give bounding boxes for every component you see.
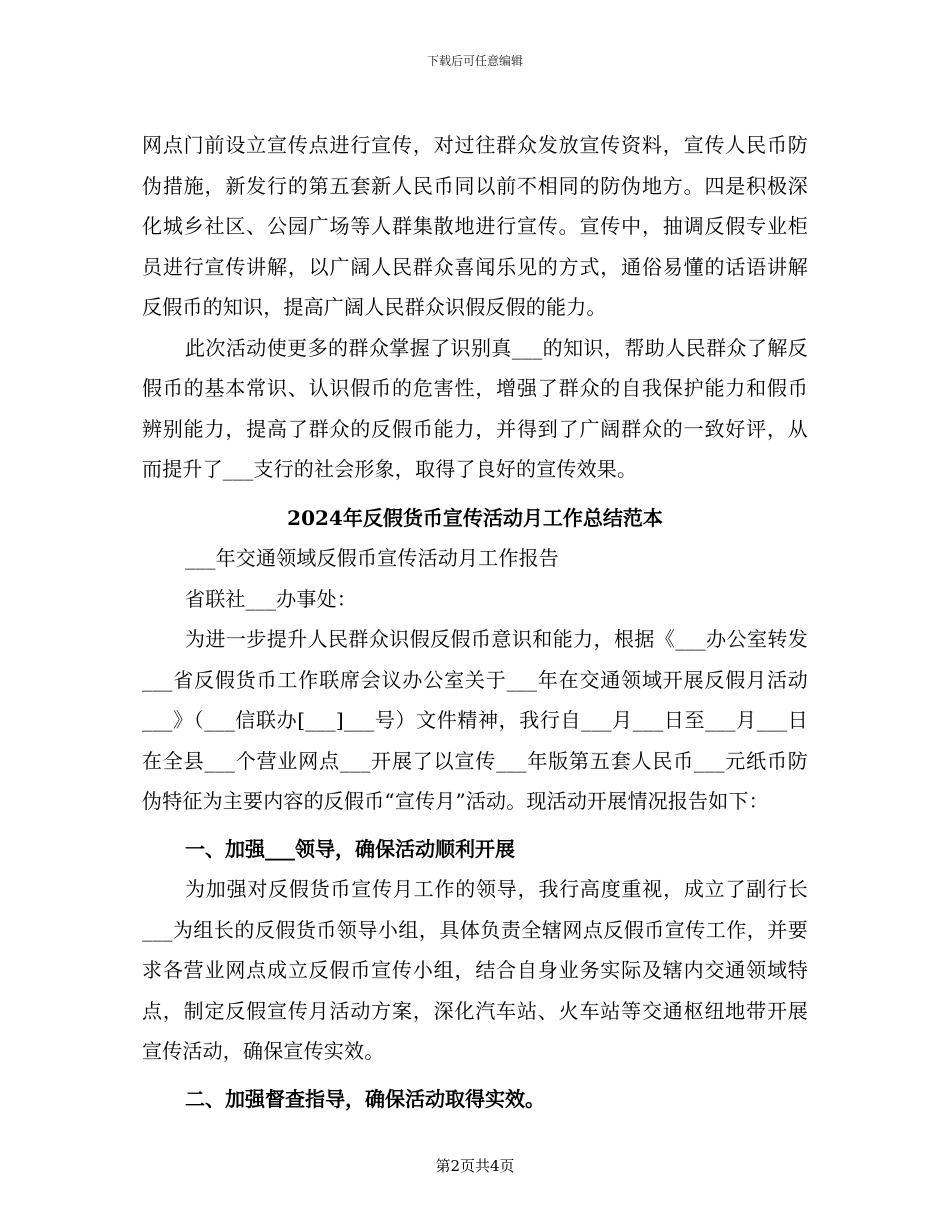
page-footer: 第2页共4页 xyxy=(435,1157,515,1175)
page-header: 下载后可任意编辑 xyxy=(426,54,523,68)
paragraph-introduction: 为进一步提升人民群众识假反假币意识和能力，根据《___办公室转发___省反假货币工作联席会议办公室关于___年在交通领域开展反假月活动___》（___信联办[___]___号）文件精神，我行自___月___日至___月___日在全县___个营业网点___开展了以宣传___年版第五套人民币___元纸币防伪特征为主要内容的反假币“宣传月”活动。现活动开展情况报告如下： xyxy=(142,627,808,813)
paragraph-activity-effect: 此次活动使更多的群众掌握了识别真___的知识，帮助人民群众了解反假币的基本常识、认识假币的危害性，增强了群众的自我保护能力和假币辨别能力，提高了群众的反假币能力，并得到了广阔群众的一致好评，从而提升了___支行的社会形象，取得了良好的宣传效果。 xyxy=(142,335,808,481)
paragraph-leadership: 为加强对反假货币宣传月工作的领导，我行高度重视，成立了副行长___为组长的反假货币领导小组，具体负责全辖网点反假币宣传工作，并要求各营业网点成立反假币宣传小组，结合自身业务实际及辖内交通领域特点，制定反假宣传月活动方案，深化汽车站、火车站等交通枢纽地带开展宣传活动，确保宣传实效。 xyxy=(142,877,808,1063)
document-title: 2024年反假货币宣传活动月工作总结范本 xyxy=(287,505,663,530)
paragraph-continued: 网点门前设立宣传点进行宣传，对过往群众发放宣传资料，宣传人民币防伪措施，新发行的第五套新人民币同以前不相同的防伪地方。四是积极深化城乡社区、公园广场等人群集散地进行宣传。宣传中，抽调反假专业柜员进行宣传讲解，以广阔人民群众喜闻乐见的方式，通俗易懂的话语讲解反假币的知识，提高广阔人民群众识假反假的能力。 xyxy=(142,133,808,319)
document-body xyxy=(142,125,808,1119)
report-subtitle: ___年交通领域反假币宣传活动月工作报告 xyxy=(185,546,559,570)
report-recipient: 省联社___办事处： xyxy=(185,586,357,611)
section-heading-1: 一、加强___领导，确保活动顺利开展 xyxy=(185,836,515,861)
section-heading-2: 二、加强督查指导，确保活动取得实效。 xyxy=(185,1086,545,1111)
